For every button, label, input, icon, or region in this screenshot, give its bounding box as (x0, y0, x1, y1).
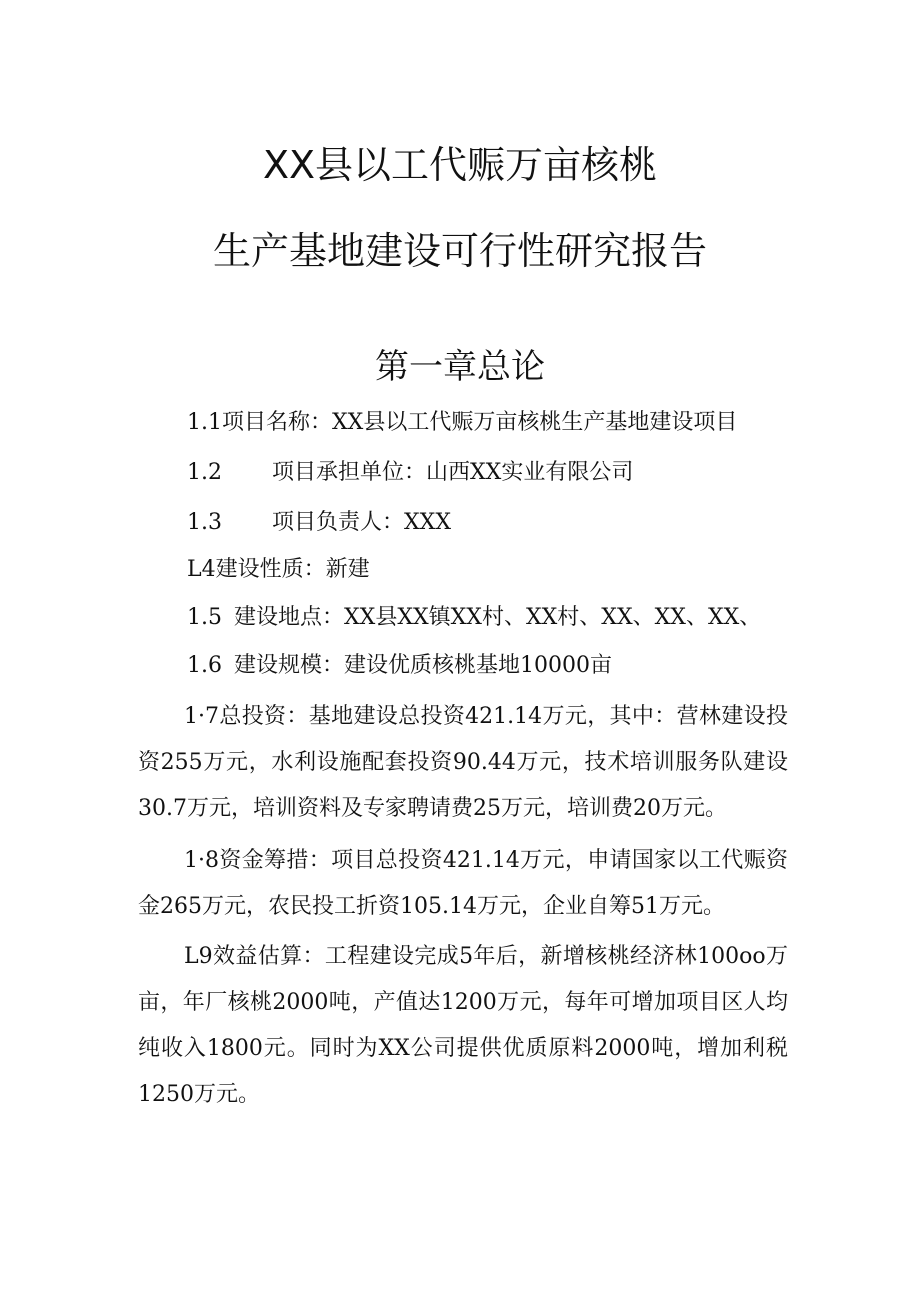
paragraph-text: 总投资：基地建设总投资421.14万元，其中：营林建设投资255万元，水利设施配套投资90.44万元，技术培训服务队建设30.7万元，培训资料及专家聘请费25万元，培训费20万元。 (138, 704, 788, 821)
section-text: 项目名称：XX县以工代赈万亩核桃生产基地建设项目 (222, 410, 738, 435)
section-1-3 (187, 508, 451, 538)
section-1-6 (187, 651, 612, 681)
section-number: 1.6 (187, 653, 222, 678)
section-number: 1·7 (184, 704, 219, 729)
section-number: 1.5 (187, 605, 222, 630)
section-text: 建设规模：建设优质核桃基地10000亩 (234, 653, 612, 678)
section-text: 项目承担单位：山西XX实业有限公司 (272, 460, 634, 485)
section-number: L4 (187, 557, 216, 582)
paragraph-text: 效益估算：工程建设完成5年后，新增核桃经济林100oo万亩，年厂核桃2000吨，产值达1200万元，每年可增加项目区人均纯收入1800元。同时为XX公司提供优质原料2000吨，增加利税1250万元。 (138, 944, 788, 1107)
section-1-1 (187, 408, 737, 438)
paragraph-text: 资金筹措：项目总投资421.14万元，申请国家以工代赈资金265万元，农民投工折资105.14万元，企业自筹51万元。 (138, 848, 788, 919)
section-1-2 (187, 458, 633, 488)
paragraph-1-7 (138, 694, 788, 832)
paragraph-1-9 (138, 934, 788, 1118)
section-number: 1.2 (187, 460, 222, 485)
section-number: 1.3 (187, 510, 222, 535)
document-title-line-1: XX县以工代赈万亩核桃 (262, 143, 658, 187)
section-text: 项目负责人：XXX (272, 510, 451, 535)
section-text: 建设地点：XX县XX镇XX村、XX村、XX、XX、XX、 (234, 605, 762, 630)
section-number: 1·8 (184, 848, 219, 873)
section-number: 1.1 (187, 410, 222, 435)
section-1-4 (187, 555, 370, 585)
section-1-5 (187, 603, 761, 633)
section-text: 建设性质：新建 (215, 557, 370, 582)
section-number: L9 (184, 944, 213, 969)
paragraph-1-8 (138, 838, 788, 930)
document-title-line-2: 生产基地建设可行性研究报告 (212, 229, 707, 273)
chapter-heading: 第一章总论 (375, 347, 545, 387)
